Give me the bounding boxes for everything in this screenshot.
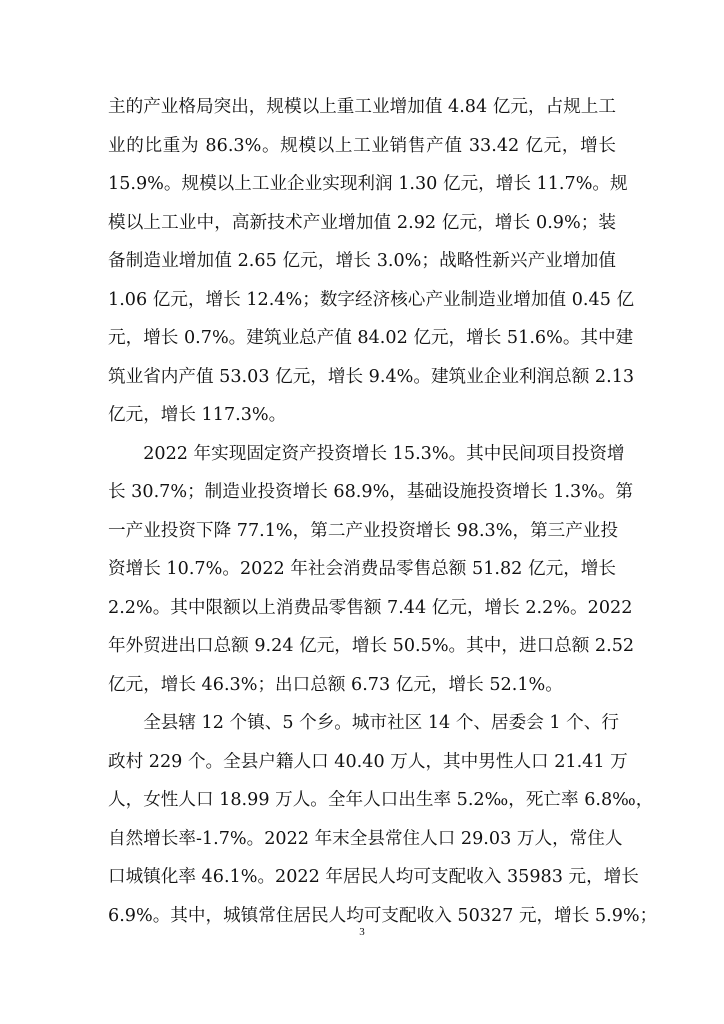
text-line: 资增长 10.7%。2022 年社会消费品零售总额 51.82 亿元，增长	[108, 559, 616, 579]
paragraph-industry	[108, 88, 635, 435]
text-line: 全县辖 12 个镇、5 个乡。城市社区 14 个、居委会 1 个、行	[108, 713, 619, 733]
text-line: 2.2%。其中限额以上消费品零售额 7.44 亿元，增长 2.2%。2022	[108, 597, 633, 618]
paragraph-population-income	[108, 704, 658, 935]
text-line: 6.9%。其中，城镇常住居民人均可支配收入 50327 元，增长 5.9%；	[108, 905, 658, 926]
text-line: 备制造业增加值 2.65 亿元，增长 3.0%；战略性新兴产业增加值	[108, 251, 616, 271]
text-line: 筑业省内产值 53.03 亿元，增长 9.4%。建筑业企业利润总额 2.13	[108, 366, 635, 387]
page-number: 3	[359, 926, 365, 938]
text-line: 亿元，增长 117.3%。	[108, 405, 287, 425]
text-line: 一产业投资下降 77.1%，第二产业投资增长 98.3%，第三产业投	[108, 520, 619, 541]
text-line: 1.06 亿元，增长 12.4%；数字经济核心产业制造业增加值 0.45 亿	[108, 289, 635, 310]
text-line: 亿元，增长 46.3%；出口总额 6.73 亿元，增长 52.1%。	[108, 674, 563, 695]
text-line: 自然增长率-1.7%。2022 年末全县常住人口 29.03 万人，常住人	[108, 828, 623, 849]
text-line: 2022 年实现固定资产投资增长 15.3%。其中民间项目投资增	[108, 443, 625, 464]
text-line: 长 30.7%；制造业投资增长 68.9%，基础设施投资增长 1.3%。第	[108, 482, 634, 502]
text-line: 业的比重为 86.3%。规模以上工业销售产值 33.42 亿元，增长	[108, 135, 616, 156]
text-line: 主的产业格局突出，规模以上重工业增加值 4.84 亿元，占规上工	[108, 97, 616, 117]
text-line: 15.9%。规模以上工业企业实现利润 1.30 亿元，增长 11.7%。规	[108, 174, 628, 194]
text-line: 元，增长 0.7%。建筑业总产值 84.02 亿元，增长 51.6%。其中建	[108, 328, 634, 348]
text-line: 人，女性人口 18.99 万人。全年人口出生率 5.2‰，死亡率 6.8‰，	[108, 790, 654, 810]
text-line: 政村 229 个。全县户籍人口 40.40 万人，其中男性人口 21.41 万	[108, 751, 628, 772]
text-line: 模以上工业中，高新技术产业增加值 2.92 亿元，增长 0.9%；装	[108, 212, 616, 233]
document-page	[108, 88, 658, 935]
paragraph-investment-trade	[108, 435, 635, 705]
text-line: 年外贸进出口总额 9.24 亿元，增长 50.5%。其中，进口总额 2.52	[108, 636, 635, 656]
text-line: 口城镇化率 46.1%。2022 年居民人均可支配收入 35983 元，增长	[108, 867, 639, 887]
